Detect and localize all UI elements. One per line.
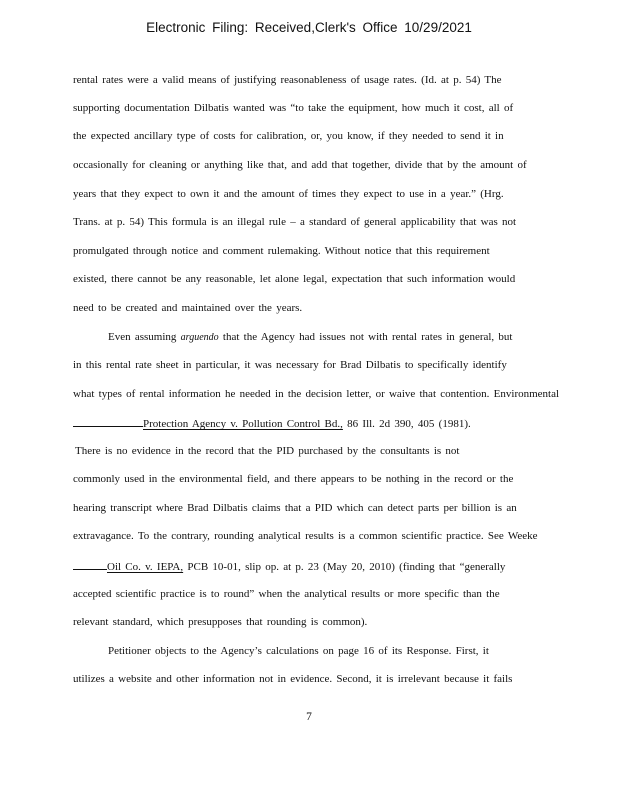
body-line: Trans. at p. 54) This formula is an illegal rule – a standard of general applicability that was not <box>73 216 517 228</box>
underline-rule <box>73 558 107 570</box>
text-segment: Even assuming <box>108 331 177 343</box>
page-number: 7 <box>306 711 312 723</box>
body-line: utilizes a website and other information not in evidence. Second, it is irrelevant because it fails <box>73 673 513 685</box>
body-line: in this rental rate sheet in particular, it was necessary for Brad Dilbatis to specifically identify <box>73 359 507 371</box>
body-line: Petitioner objects to the Agency’s calculations on page 16 of its Response. First, it <box>108 645 489 657</box>
body-line: relevant standard, which presupposes that rounding is common). <box>73 616 368 628</box>
underline-rule <box>73 415 143 427</box>
case-citation: Protection Agency v. Pollution Control Bd., <box>143 418 343 430</box>
body-line: There is no evidence in the record that the PID purchased by the consultants is not <box>75 445 460 457</box>
body-line: the expected ancillary type of costs for calibration, or, you know, if they needed to send it in <box>73 130 504 142</box>
text-segment: PCB 10-01, slip op. at p. 23 (May 20, 2010) (finding that “generally <box>187 561 506 573</box>
body-line: occasionally for cleaning or anything like that, and add that together, divide that by the amount of <box>73 159 527 171</box>
body-line: extravagance. To the contrary, rounding analytical results is a common scientific practice. See Weeke <box>73 530 538 542</box>
body-line: need to be created and maintained over the years. <box>73 302 303 314</box>
citation-line <box>73 415 471 431</box>
body-line: supporting documentation Dilbatis wanted was “to take the equipment, how much it cost, all of <box>73 102 514 114</box>
body-line: promulgated through notice and comment rulemaking. Without notice that this requirement <box>73 245 490 257</box>
case-citation: Oil Co. v. IEPA, <box>107 561 184 573</box>
citation-line <box>73 558 505 574</box>
body-line: years that they expect to own it and the amount of times they expect to use in a year.” (Hrg. <box>73 188 504 200</box>
body-line: rental rates were a valid means of justifying reasonableness of usage rates. (Id. at p. 54) The <box>73 74 502 86</box>
body-line: accepted scientific practice is to round” when the analytical results or more specific than the <box>73 588 500 600</box>
body-line: hearing transcript where Brad Dilbatis claims that a PID which can detect parts per billion is an <box>73 502 517 514</box>
text-segment: that the Agency had issues not with rental rates in general, but <box>222 331 513 343</box>
text-segment: 86 Ill. 2d 390, 405 (1981). <box>347 418 471 430</box>
latin-term: arguendo <box>180 332 219 343</box>
paragraph-2-line-1 <box>108 330 512 345</box>
body-line: what types of rental information he needed in the decision letter, or waive that contention. Environmental <box>73 388 560 400</box>
body-line: existed, there cannot be any reasonable, let alone legal, expectation that such information would <box>73 273 516 285</box>
body-line: commonly used in the environmental field, and there appears to be nothing in the record or the <box>73 473 514 485</box>
filing-stamp-header: Electronic Filing: Received,Clerk's Office 10/29/2021 <box>146 20 472 35</box>
